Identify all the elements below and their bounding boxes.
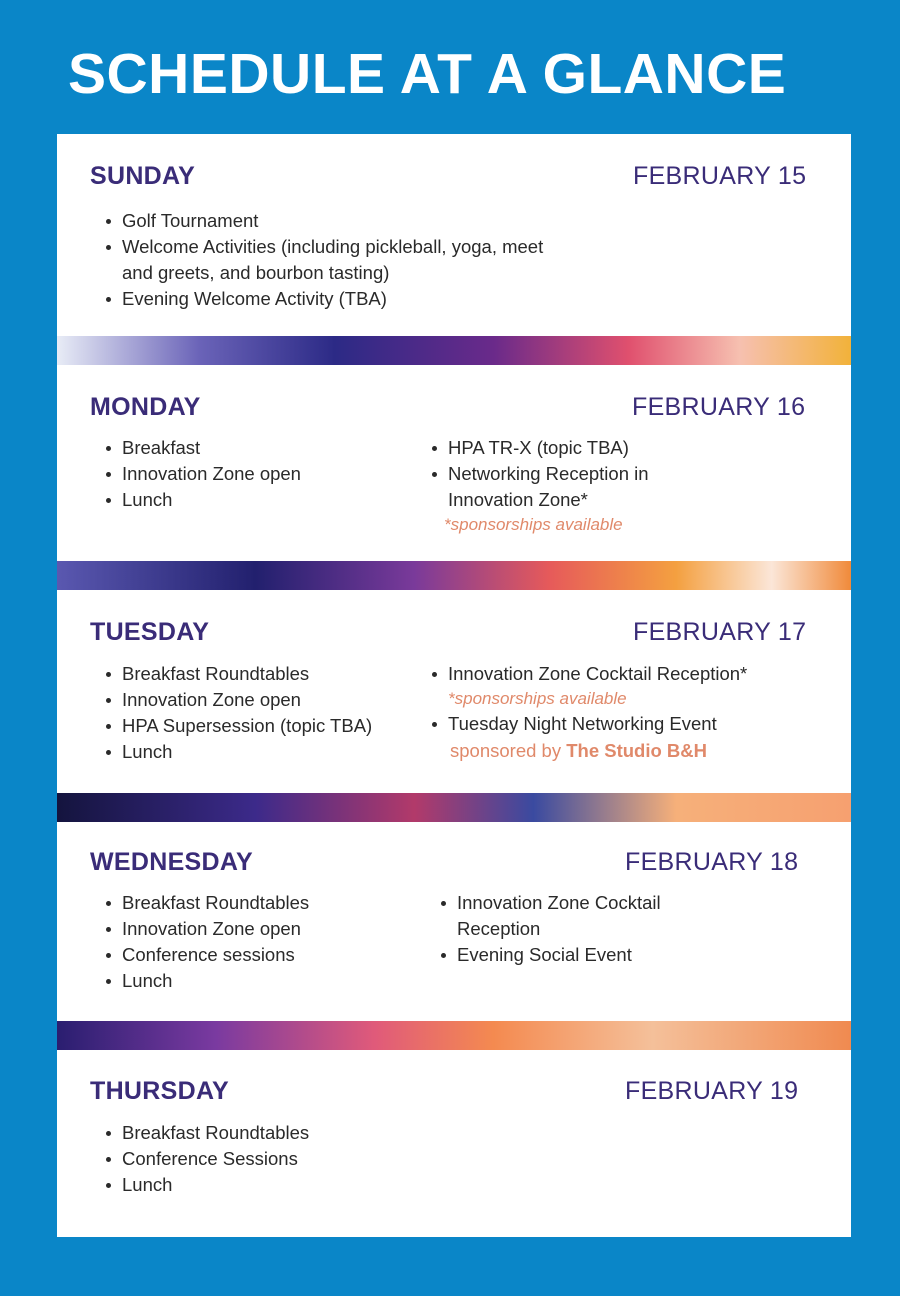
day-heading: MONDAY — [90, 393, 201, 421]
day-date: FEBRUARY 17 — [633, 618, 807, 646]
list-item: Golf Tournament — [90, 208, 560, 234]
schedule-list — [90, 1120, 420, 1198]
day-heading: WEDNESDAY — [90, 848, 253, 876]
list-item: Networking Reception in Innovation Zone* — [416, 461, 716, 513]
day-card-tuesday — [57, 590, 851, 793]
list-item: Welcome Activities (including pickleball, yoga, meet and greets, and bourbon tasting) — [90, 234, 560, 286]
list-item: Conference sessions — [90, 942, 420, 968]
list-item: Lunch — [90, 487, 390, 513]
list-item: Tuesday Night Networking Event — [416, 711, 836, 737]
schedule-list-left — [90, 661, 420, 765]
schedule-list — [90, 208, 560, 312]
list-item: Lunch — [90, 968, 420, 994]
decorative-band — [57, 561, 851, 590]
decorative-band — [57, 1021, 851, 1050]
sponsorship-note: *sponsorships available — [444, 515, 623, 534]
schedule-list-left — [90, 890, 420, 994]
list-item: Evening Social Event — [425, 942, 705, 968]
list-item: Innovation Zone open — [90, 687, 420, 713]
page-title: SCHEDULE AT A GLANCE — [68, 42, 787, 106]
sponsor-credit — [450, 740, 707, 762]
day-heading: TUESDAY — [90, 618, 210, 646]
list-item: Lunch — [90, 1172, 420, 1198]
day-date: FEBRUARY 15 — [633, 162, 807, 190]
sponsor-name: The Studio B&H — [566, 740, 708, 761]
day-card-sunday — [57, 134, 851, 336]
list-item: Conference Sessions — [90, 1146, 420, 1172]
sponsor-prefix: sponsored by — [450, 740, 562, 761]
list-item: Evening Welcome Activity (TBA) — [90, 286, 560, 312]
list-item: Breakfast — [90, 435, 390, 461]
schedule-list-right — [425, 890, 705, 968]
day-card-thursday — [57, 1050, 851, 1237]
decorative-band — [57, 336, 851, 365]
list-item: Innovation Zone open — [90, 916, 420, 942]
list-item: HPA Supersession (topic TBA) — [90, 713, 420, 739]
day-heading: SUNDAY — [90, 162, 196, 190]
day-card-monday — [57, 365, 851, 561]
list-item: Breakfast Roundtables — [90, 661, 420, 687]
list-item: Innovation Zone Cocktail Reception* — [416, 661, 836, 687]
list-item: Breakfast Roundtables — [90, 1120, 420, 1146]
list-item: Innovation Zone open — [90, 461, 390, 487]
list-item: Breakfast Roundtables — [90, 890, 420, 916]
day-heading: THURSDAY — [90, 1077, 229, 1105]
list-item: HPA TR-X (topic TBA) — [416, 435, 716, 461]
list-item: Lunch — [90, 739, 420, 765]
schedule-list-right — [416, 435, 716, 513]
list-item: Innovation Zone Cocktail Reception — [425, 890, 705, 942]
sponsorship-note: *sponsorships available — [448, 689, 627, 708]
day-date: FEBRUARY 19 — [625, 1077, 799, 1105]
decorative-band — [57, 793, 851, 822]
schedule-list-left — [90, 435, 390, 513]
day-date: FEBRUARY 18 — [625, 848, 799, 876]
day-card-wednesday — [57, 822, 851, 1021]
day-date: FEBRUARY 16 — [632, 393, 806, 421]
